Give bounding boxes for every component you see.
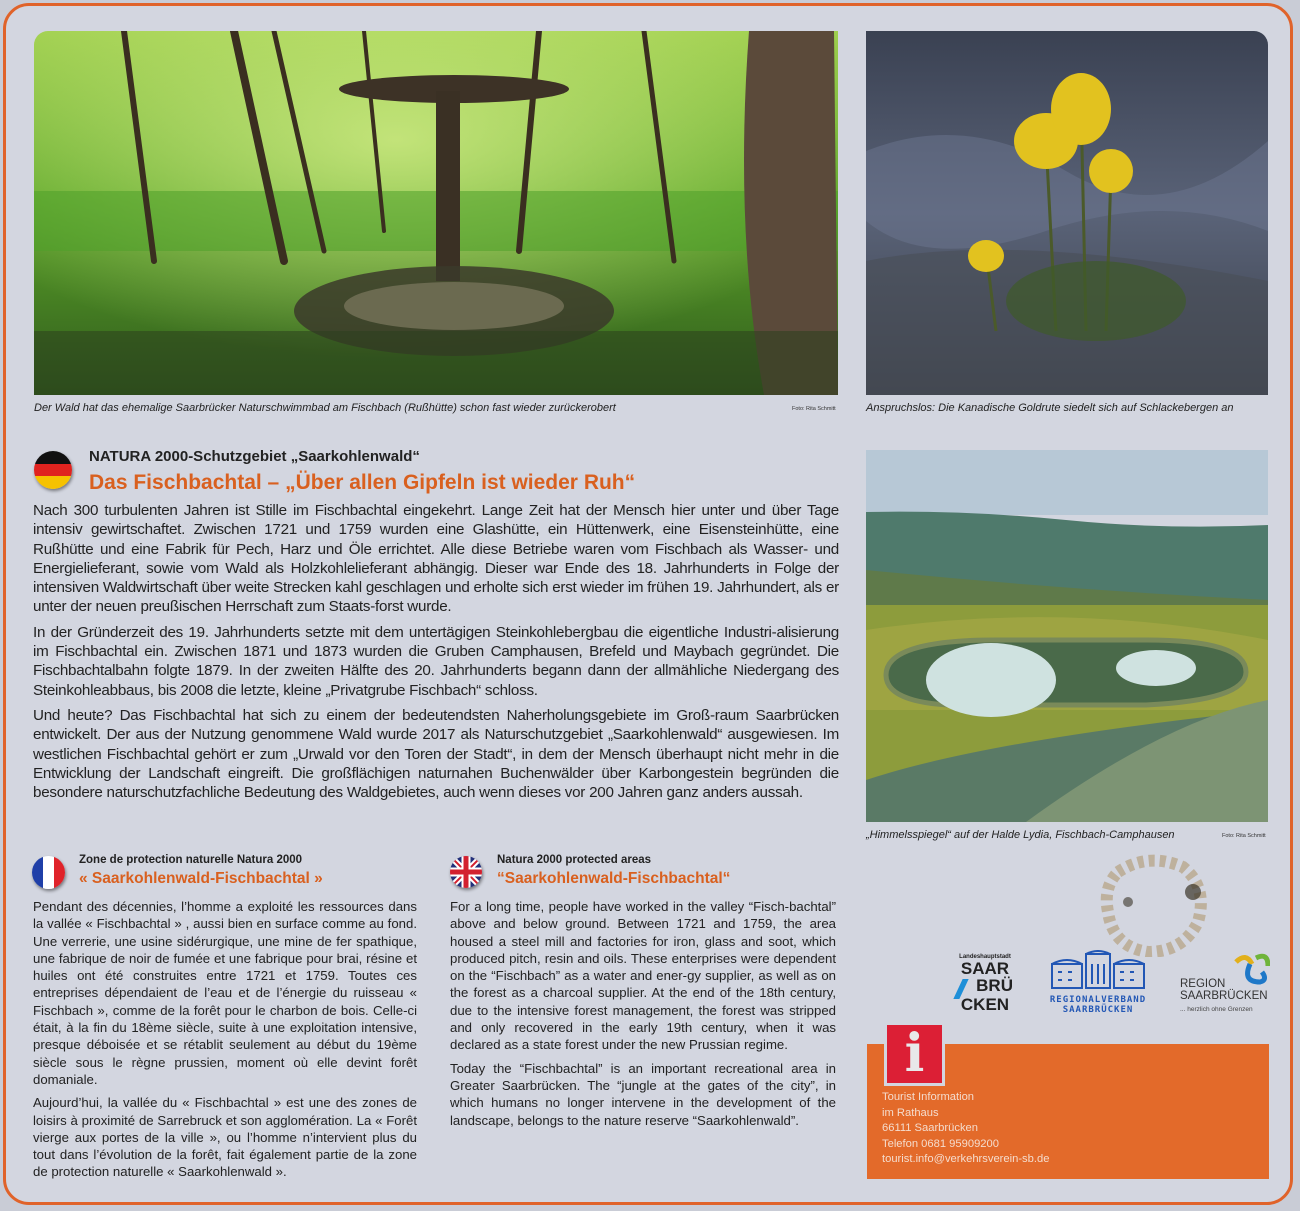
goldenrod-photo-caption: Anspruchslos: Die Kanadische Goldrute siedelt sich auf Schlackebergen an <box>866 402 1234 414</box>
german-paragraph: Nach 300 turbulenten Jahren ist Stille im Fischbachtal eingekehrt. Lange Zeit hat der Mensch hier unter und über Tage intensiv gewirtschaftet. Zwischen 1721 und 1759 wurden eine Glashütte, ein Hüttenwerk, eine Eisensteinhütte, eine Rußhütte und eine Fabrik für Pech, Harz und Öle errichtet. Alle diese Betriebe waren vom Fischbach als Wasser- und Energielieferant, sowie vom Wald als Holzkohlelieferant abhängig. Dieser war Ende des 18. Jahrhunderts in Folge der intensiven Waldwirtschaft über weite Strecken kahl geschlagen und erholte sich erst wieder im frühen 19. Jahrhundert, als er unter der neuen preußischen Herrschaft zum Staats-forst wurde. <box>33 502 839 616</box>
french-flag-icon <box>32 856 65 889</box>
logo-regionalverband-line1: REGIONALVERBAND <box>1049 995 1147 1005</box>
logo-saarbruecken-line1: SAAR <box>960 959 1010 978</box>
tourist-info-line: Tourist Information <box>882 1091 975 1103</box>
goldenrod-photo <box>866 31 1268 395</box>
tourist-info-email[interactable]: tourist.info@verkehrsverein-sb.de <box>882 1153 1050 1166</box>
forest-pool-photo <box>34 31 838 395</box>
logo-region-line2: SAARBRÜCKEN <box>1180 990 1268 1002</box>
german-body <box>33 501 839 808</box>
german-kicker: NATURA 2000-Schutzgebiet „Saarkohlenwald“ <box>89 448 420 465</box>
logo-saarbruecken-line3: CKEN <box>960 995 1010 1014</box>
german-headline: Das Fischbachtal – „Über allen Gipfeln ist wieder Ruh“ <box>89 471 636 494</box>
german-paragraph: Und heute? Das Fischbachtal hat sich zu einem der bedeutendsten Naherholungsgebiete im Groß-raum Saarbrücken entwickelt. Der aus der Nutzung genommene Wald wurde 2017 als Naturschutzgebiet „Saarkohlenwald“ ausgewiesen. Im westlichen Fischbachtal gehört er zum „Urwald vor den Toren der Stadt“, in dem der Mensch überhaupt nicht mehr in die Entwicklung der Landschaft eingreift. Die großflächigen naturnahen Buchenwälder über Karbongestein begründen die besondere naturschutzfachliche Bedeutung des Waldgebietes, auch wenn dieses vor 200 Jahren ganz anders aussah. <box>33 706 839 802</box>
weather-stain <box>1098 852 1210 957</box>
logo-region-line1: REGION <box>1180 978 1226 990</box>
logo-regionalverband-line2: SAARBRÜCKEN <box>1062 1005 1134 1015</box>
french-kicker: Zone de protection naturelle Natura 2000 <box>79 854 303 866</box>
logo-saarbruecken-line2: BRÜ <box>976 976 1013 995</box>
english-kicker: Natura 2000 protected areas <box>497 854 652 866</box>
logo-saarbruecken <box>955 954 1015 1016</box>
french-paragraph: Aujourd’hui, la vallée du « Fischbachtal » est une des zones de loisirs à proximité de Sarrebruck et son agglomération. La « Forêt vierge aux portes de la ville », ou l’homme n’intervient plus du tout dans l’évolution de la forêt, fait également partie de la zone de protection naturelle « Saarkohlenwald ». <box>33 1095 417 1180</box>
himmelsspiegel-photo-credit: Foto: Rita Schmitt <box>1222 833 1266 839</box>
info-icon <box>884 1022 945 1086</box>
region-swirl-icon <box>1232 952 1270 986</box>
info-icon-letter: i <box>904 1023 925 1084</box>
french-paragraph: Pendant des décennies, l’homme a exploité les ressources dans la vallée « Fischbachtal » , aussi bien en surface comme au fond. Une verrerie, une usine sidérurgique, une mine de fer spathique, une fabrique de noir de fumée et une fabrique pour brai, résine et huiles ont été construites entre 1721 et 1759. Toutes ces entreprises dépendaient de l’eau et de l’énergie du ruisseau « Fischbach », comme de la forêt pour le charbon de bois. Celle-ci était, à la fin du 18ème siècle, suite à une exploitation intensive, presque déboisée et se rétablit seulement au début du 19ème siècle sous le règne prussien, moment où elle devint forêt domaniale. <box>33 899 417 1087</box>
english-body <box>450 898 836 1135</box>
forest-photo-caption: Der Wald hat das ehemalige Saarbrücker Naturschwimmbad am Fischbach (Rußhütte) schon fast wieder zurückerobert <box>34 402 616 414</box>
forest-photo-credit: Foto: Rita Schmitt <box>792 406 836 412</box>
logo-region-saarbruecken <box>1180 952 1272 1016</box>
french-headline: « Saarkohlenwald-Fischbachtal » <box>79 870 323 887</box>
english-paragraph: For a long time, people have worked in the valley “Fisch-bachtal” above and below ground. Between 1721 and 1759, the area housed a steel mill and factories for iron, glass and soot, which produced pitch, resin and oils. These enterprises were dependent on the “Fischbach” as a water and ener-gy supplier, as well as on the forest as a charcoal supplier. At the end of the 18th century, due to the intensive forest management, the forest was stripped and only recovered in the early 19th century, when it was declared as a state forest under the new Prussian regime. <box>450 899 836 1053</box>
french-body <box>33 898 417 1187</box>
logo-region-tagline: ... herzlich ohne Grenzen <box>1180 1006 1253 1013</box>
german-flag-icon <box>34 451 72 489</box>
tourist-info-text <box>882 1090 1049 1168</box>
castle-icon <box>1048 950 1148 990</box>
logo-saarbruecken-small: Landeshauptstadt <box>959 954 1011 960</box>
english-paragraph: Today the “Fischbachtal” is an important recreational area in Greater Saarbrücken. The “jungle at the gates of the city”, in which humans no longer intervene in the development of the landscape, belongs to the nature reserve “Saarkohlenwald”. <box>450 1060 836 1128</box>
himmelsspiegel-photo <box>866 450 1268 822</box>
himmelsspiegel-photo-caption: „Himmelsspiegel“ auf der Halde Lydia, Fischbach-Camphausen <box>866 829 1175 841</box>
tourist-info-phone: Telefon 0681 95909200 <box>882 1137 999 1150</box>
english-headline: “Saarkohlenwald-Fischbachtal“ <box>497 870 731 887</box>
tourist-info-line: 66111 Saarbrücken <box>882 1122 978 1135</box>
german-paragraph: In der Gründerzeit des 19. Jahrhunderts setzte mit dem untertägigen Steinkohlebergbau die eigentliche Industri-alisierung im Fischbachtal ein. Zwischen 1871 und 1873 wurden die Gruben Camphausen, Brefeld und Maybach gegründet. Die Fischbachtalbahn folgte 1879. In der zweiten Hälfte des 20. Jahrhunderts begann dann der allmähliche Niedergang des Steinkohleabbaus, bis 2008 die letzte, kleine „Privatgrube Fischbach“ schloss. <box>33 623 839 699</box>
uk-flag-icon <box>450 856 482 888</box>
tourist-info-line: im Rathaus <box>882 1106 939 1119</box>
logo-regionalverband <box>1046 950 1150 1016</box>
